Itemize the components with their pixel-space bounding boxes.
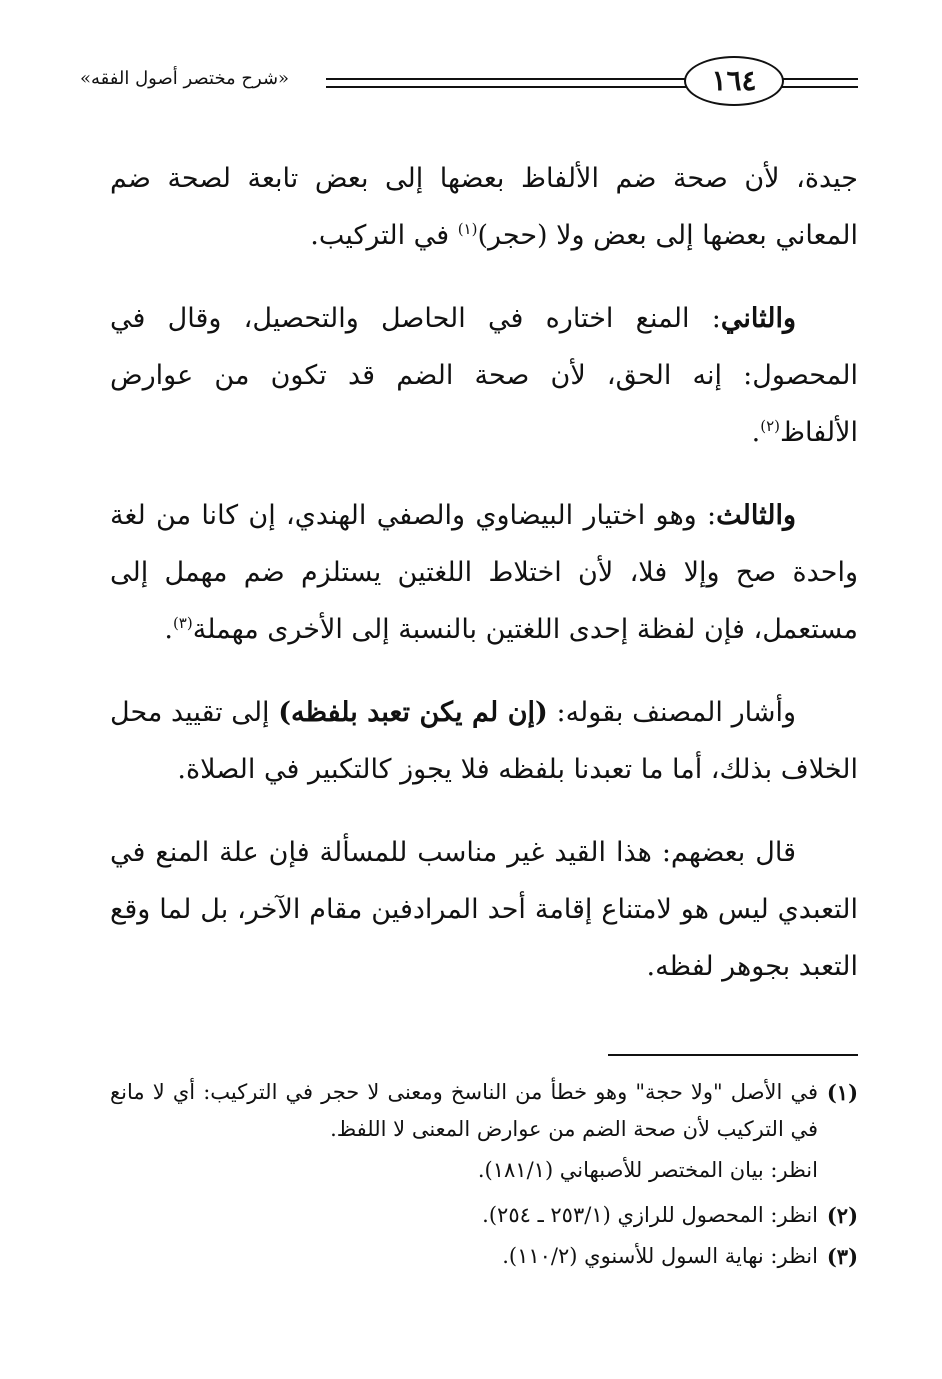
paragraph-3-text-b: .	[164, 614, 173, 645]
footnote-3	[110, 1238, 858, 1275]
paragraph-1-text-b: في التركيب.	[310, 220, 458, 251]
footnote-2-number: (٢)	[826, 1203, 858, 1228]
footnote-1	[110, 1074, 858, 1148]
page-header	[80, 56, 858, 116]
footnotes	[110, 1074, 858, 1279]
footnote-3-number: (٣)	[826, 1244, 858, 1269]
footnote-1-number: (١)	[826, 1080, 858, 1105]
paragraph-1	[110, 150, 858, 264]
footnote-ref-2: (٢)	[760, 417, 781, 435]
footnote-2	[110, 1197, 858, 1234]
paragraph-2-lead: والثاني	[720, 303, 796, 334]
paragraph-3-text-a: : وهو اختيار البيضاوي والصفي الهندي، إن كانا من لغة واحدة صح وإلا فلا، لأن اختلاط اللغتين يستلزم ضم مهمل إلى مستعمل، فإن لفظة إحدى اللغتين بالنسبة إلى الأخرى مهملة	[110, 500, 858, 645]
page-number: ١٦٤	[711, 64, 757, 97]
footnote-1-reference: انظر: بيان المختصر للأصبهاني (١٨١/١).	[477, 1158, 818, 1182]
footnote-separator	[608, 1054, 858, 1056]
footnote-1-text: في الأصل "ولا حجة" وهو خطأ من الناسخ ومعنى لا حجر في التركيب: أي لا مانع في التركيب لأن صحة الضم من عوارض المعنى لا اللفظ.	[110, 1080, 818, 1141]
paragraph-4-text-b: إلى تقييد محل الخلاف بذلك، أما ما تعبدنا بلفظه فلا يجوز كالتكبير في الصلاة.	[110, 697, 858, 785]
paragraph-2-text-b: .	[751, 417, 761, 448]
paragraph-3	[110, 487, 858, 658]
paragraph-4-text-a: وأشار المصنف بقوله:	[547, 697, 797, 728]
footnote-ref-1: (١)	[457, 220, 478, 238]
paragraph-2	[110, 290, 858, 461]
header-rule-right	[780, 78, 858, 88]
running-title: «شرح مختصر أصول الفقه»	[80, 68, 290, 89]
paragraph-5: قال بعضهم: هذا القيد غير مناسب للمسألة فإن علة المنع في التعبدي ليس هو لامتناع إقامة أحد المرادفين مقام الآخر، بل لما وقع التعبد بجوهر لفظه.	[110, 837, 858, 982]
paragraph-2-text-a: : المنع اختاره في الحاصل والتحصيل، وقال في المحصول: إنه الحق، لأن صحة الضم قد تكون من عوارض الألفاظ	[110, 303, 858, 448]
main-text	[110, 150, 858, 995]
page-number-oval	[684, 56, 784, 106]
paragraph-4	[110, 684, 858, 798]
header-rule-left	[326, 78, 686, 88]
paragraph-1-text-a: جيدة، لأن صحة ضم الألفاظ بعضها إلى بعض تابعة لصحة ضم المعاني بعضها إلى بعض ولا (حجر)	[110, 163, 858, 251]
paragraph-4-bold-quote: (إن لم يكن تعبد بلفظه)	[278, 697, 548, 728]
footnote-3-text: انظر: نهاية السول للأسنوي (١١٠/٢).	[502, 1244, 818, 1268]
footnote-2-text: انظر: المحصول للرازي (٢٥٣/١ ـ ٢٥٤).	[482, 1203, 818, 1227]
footnote-ref-3: (٣)	[172, 614, 193, 632]
paragraph-3-lead: والثالث	[716, 500, 796, 531]
